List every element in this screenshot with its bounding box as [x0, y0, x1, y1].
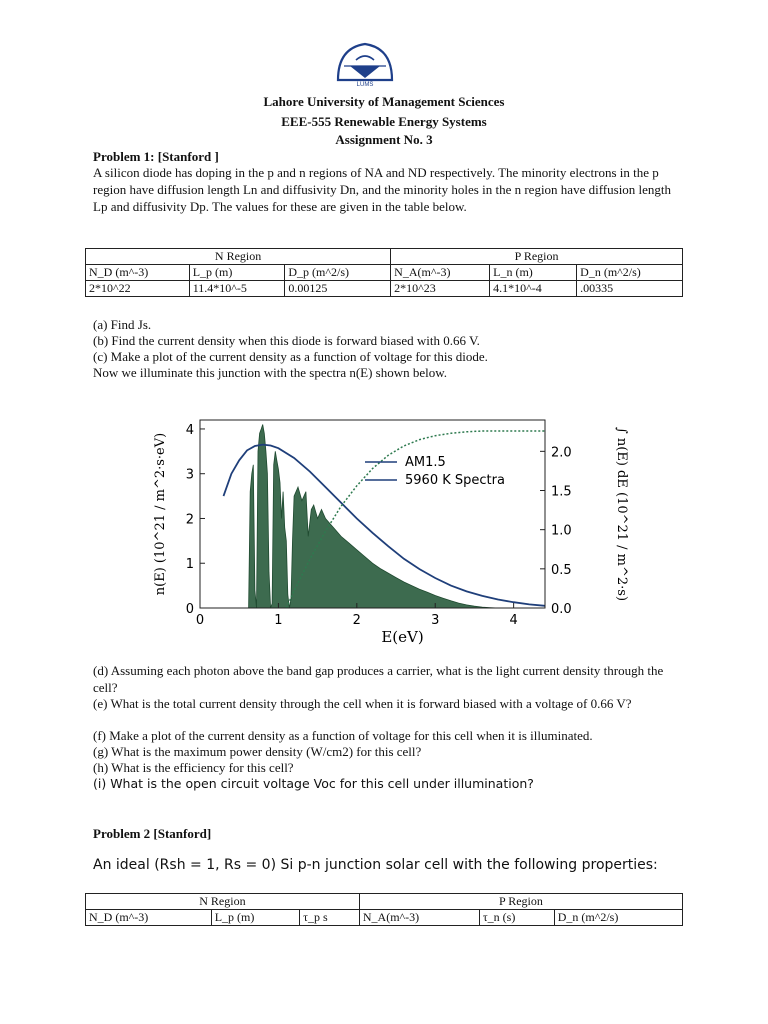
am15-series-area: [249, 425, 522, 609]
table2-group-n: N Region: [86, 894, 360, 910]
table1-value: 2*10^23: [391, 281, 490, 297]
lums-logo: [334, 40, 396, 88]
table1-header: L_p (m): [189, 265, 285, 281]
y2-tick-label: 2.0: [551, 445, 572, 461]
x-tick-label: 3: [431, 613, 440, 628]
y-axis-label: n(E) (10^21 / m^2·s·eV): [153, 432, 168, 596]
x-tick-label: 4: [509, 613, 518, 628]
x-tick-label: 0: [195, 613, 205, 628]
table2-header: τ_p s: [300, 910, 360, 926]
problem2-table: [85, 893, 683, 926]
question-g: (g) What is the maximum power density (W/cm2) for this cell?: [93, 744, 422, 759]
table1-value-row: [86, 281, 683, 297]
table1-group-n: N Region: [86, 249, 391, 265]
y-tick-label: 0: [185, 602, 194, 617]
problem2-intro: An ideal (Rsh = 1, Rs = 0) Si p-n junction solar cell with the following properties:: [93, 857, 658, 873]
table1-value: 2*10^22: [86, 281, 190, 297]
table2-header: N_A(m^-3): [359, 910, 479, 926]
table1-value: 4.1*10^-4: [490, 281, 577, 297]
table1-header: L_n (m): [490, 265, 577, 281]
spectrum-chart: [140, 408, 640, 658]
table2-header: τ_n (s): [479, 910, 554, 926]
legend-blackbody-label: 5960 K Spectra: [405, 473, 505, 488]
y-tick-label: 1: [185, 557, 194, 573]
question-i: (i) What is the open circuit voltage Voc for this cell under illumination?: [93, 776, 534, 791]
question-b: (b) Find the current density when this diode is forward biased with 0.66 V.: [93, 333, 480, 348]
illumination-text: Now we illuminate this junction with the spectra n(E) shown below.: [93, 365, 448, 380]
table2-header: D_n (m^2/s): [554, 910, 682, 926]
question-d: (d) Assuming each photon above the band gap produces a carrier, what is the light current density through the cell?: [93, 663, 664, 695]
university-name: Lahore University of Management Sciences: [263, 94, 505, 109]
problem2-title: Problem 2 [Stanford]: [93, 826, 212, 841]
assignment-title: Assignment No. 3: [335, 132, 433, 147]
problem1-table: [85, 248, 683, 297]
table2-header: N_D (m^-3): [86, 910, 212, 926]
y2-axis-label: ∫ n(E) dE (10^21 / m^2·s): [614, 426, 629, 602]
x-tick-label: 1: [274, 613, 283, 628]
legend-am15-label: AM1.5: [405, 455, 446, 470]
table1-header: N_D (m^-3): [86, 265, 190, 281]
y2-tick-label: 0.0: [551, 602, 572, 617]
x-tick-label: 2: [352, 613, 361, 628]
y-tick-label: 4: [185, 422, 194, 438]
table1-header: D_n (m^2/s): [577, 265, 683, 281]
question-a: (a) Find Js.: [93, 317, 152, 332]
table1-group-p: P Region: [391, 249, 683, 265]
question-f: (f) Make a plot of the current density as a function of voltage for this cell when it is illuminated.: [93, 728, 593, 743]
y2-tick-label: 1.0: [551, 523, 572, 539]
logo-text: LUMS: [356, 82, 374, 88]
question-e: (e) What is the total current density through the cell when it is forward biased with a voltage of 0.66 V?: [93, 696, 632, 711]
table1-header: D_p (m^2/s): [285, 265, 391, 281]
problem1-intro: A silicon diode has doping in the p and n regions of NA and ND respectively. The minority electrons in the p region have diffusion length Ln and diffusivity Dn, and the minority holes in the n region have diffusion length Lp and diffusivity Dp. The values for these are given in the table below.: [93, 165, 672, 214]
y2-tick-label: 1.5: [551, 484, 572, 500]
table2-header: L_p (m): [211, 910, 299, 926]
table1-header: N_A(m^-3): [391, 265, 490, 281]
problem1-title: Problem 1: [Stanford ]: [93, 149, 219, 164]
y2-tick-label: 0.5: [551, 562, 572, 578]
table2-header-row: [86, 910, 683, 926]
y-tick-label: 2: [185, 512, 194, 528]
y-tick-label: 3: [185, 467, 194, 483]
table1-header-row: [86, 265, 683, 281]
table1-value: 0.00125: [285, 281, 391, 297]
question-h: (h) What is the efficiency for this cell?: [93, 760, 294, 775]
table1-value: 11.4*10^-5: [189, 281, 285, 297]
question-c: (c) Make a plot of the current density as a function of voltage for this diode.: [93, 349, 488, 364]
table2-group-p: P Region: [359, 894, 682, 910]
x-axis-label: E(eV): [381, 628, 424, 646]
table1-value: .00335: [577, 281, 683, 297]
course-title: EEE-555 Renewable Energy Systems: [281, 114, 487, 129]
